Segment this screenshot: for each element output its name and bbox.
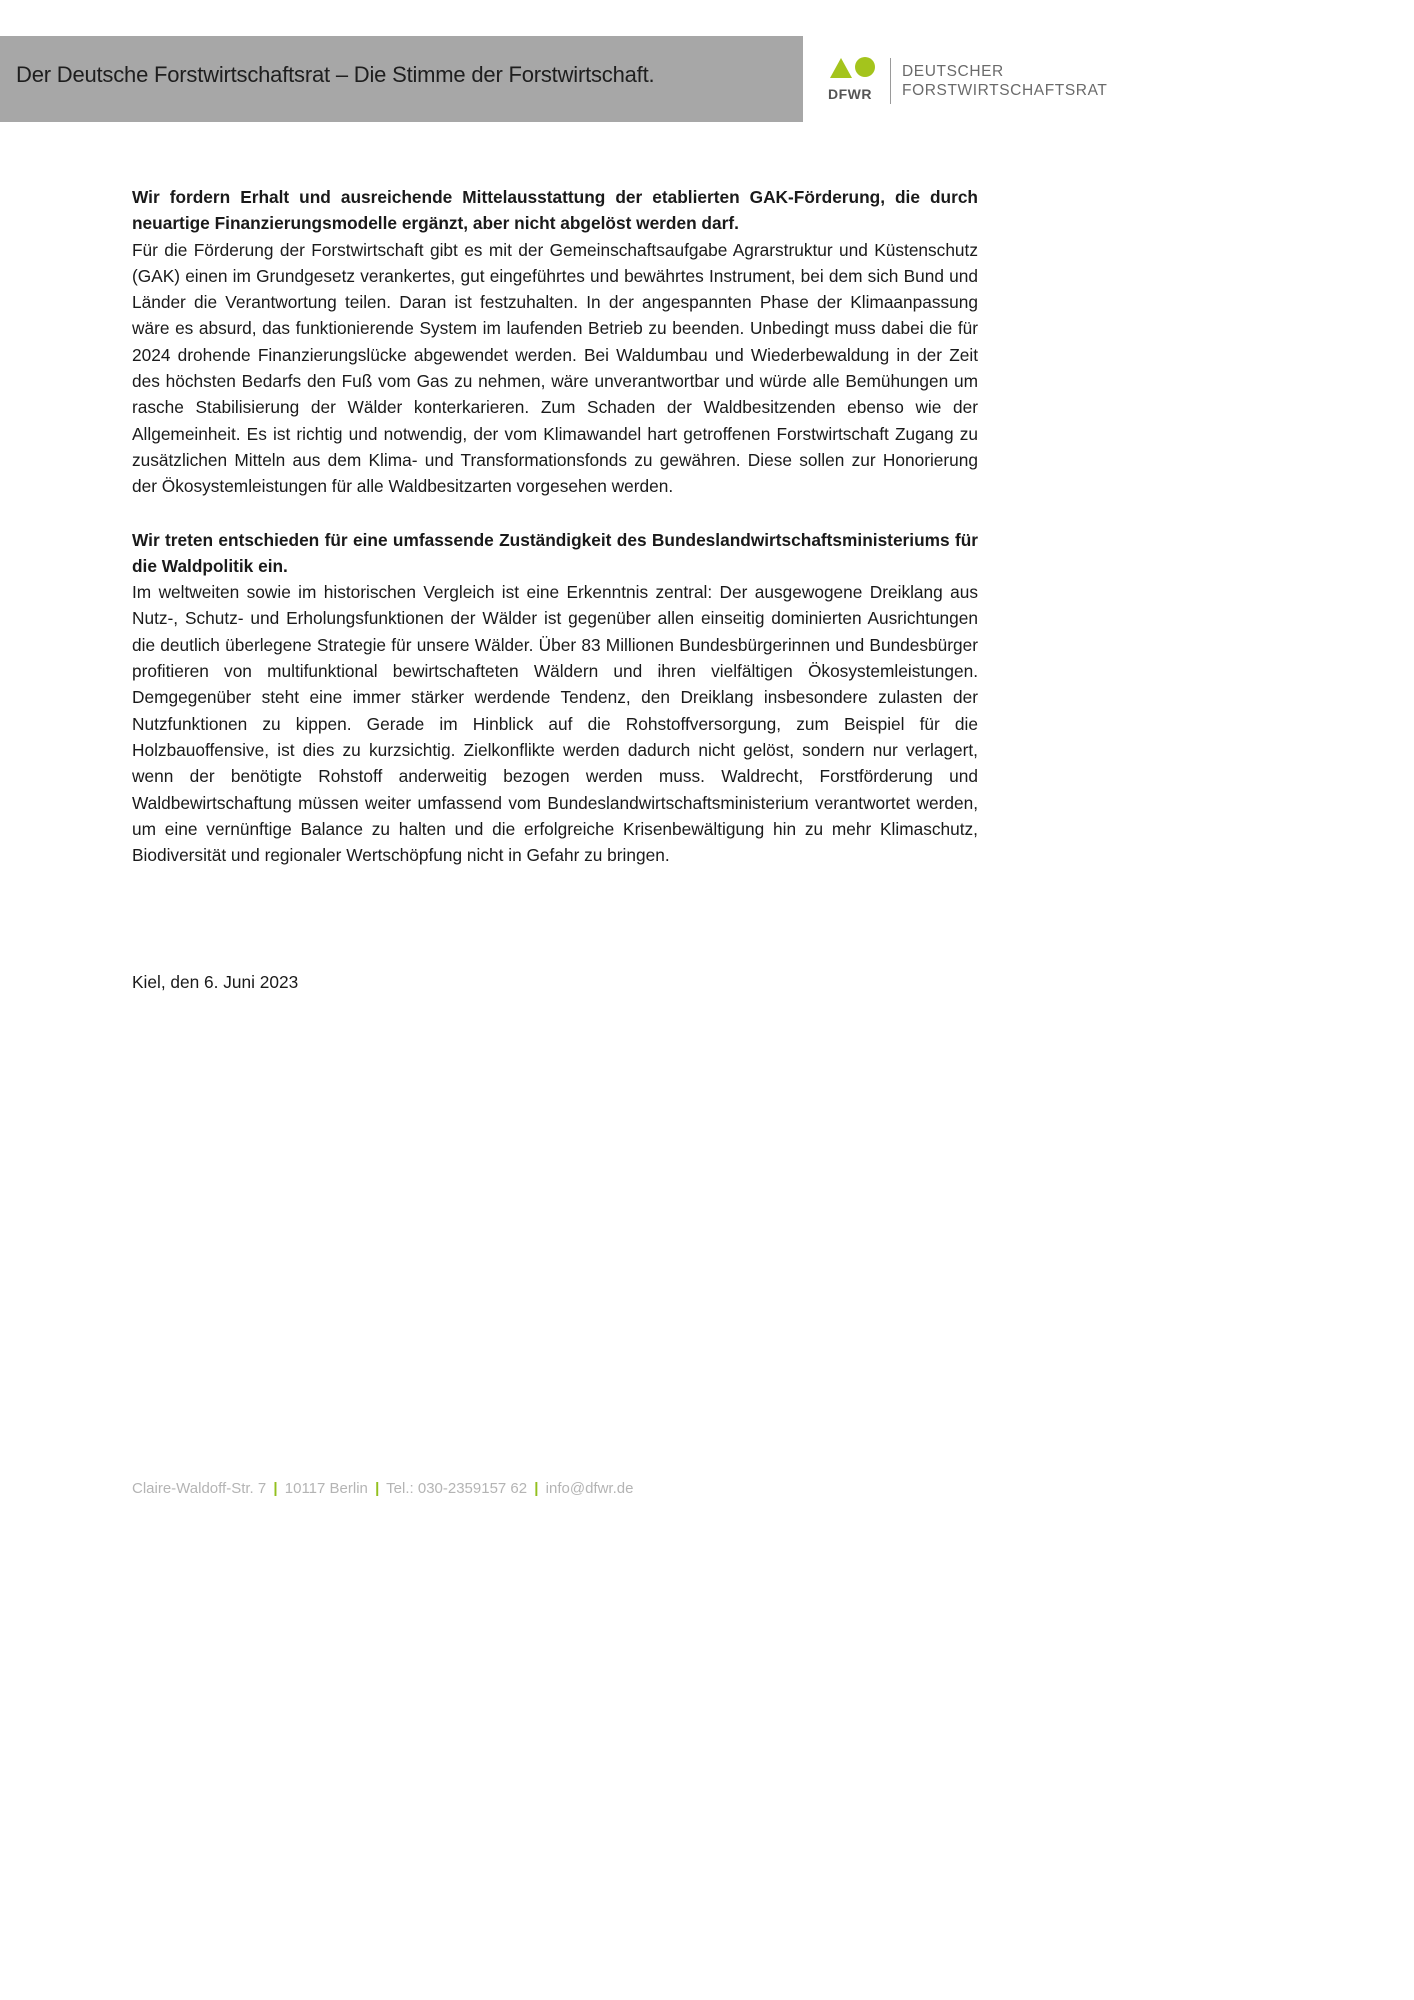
footer-separator: |	[534, 1480, 539, 1497]
footer-contact	[132, 1480, 633, 1497]
section-body: Für die Förderung der Forstwirtschaft gibt es mit der Gemeinschaftsaufgabe Agrarstruktur und Küstenschutz (GAK) einen im Grundgesetz verankertes, gut eingeführtes und bewährtes Instrument, bei dem sich Bund und Länder die Verantwortung teilen. Daran ist festzuhalten. In der angespannten Phase der Klimaanpassung wäre es absurd, das funktionierende System im laufenden Betrieb zu beenden. Unbedingt muss dabei die für 2024 drohende Finanzierungslücke abgewendet werden. Bei Waldumbau und Wiederbewaldung in der Zeit des höchsten Bedarfs den Fuß vom Gas zu nehmen, wäre unverantwortbar und würde alle Bemühungen um rasche Stabilisierung der Wälder konterkarieren. Zum Schaden der Waldbesitzenden ebenso wie der Allgemeinheit. Es ist richtig und notwendig, der vom Klimawandel hart getroffenen Forstwirtschaft Zugang zu zusätzlichen Mitteln aus dem Klima- und Transformationsfonds zu gewähren. Diese sollen zur Honorierung der Ökosystemleistungen für alle Waldbesitzarten vorgesehen werden.	[132, 239, 978, 497]
section-ministry-competence	[132, 527, 978, 869]
section-heading: Wir treten entschieden für eine umfassende Zuständigkeit des Bundeslandwirtschaftsministeriums für die Waldpolitik ein.	[132, 529, 978, 576]
footer-separator: |	[273, 1480, 278, 1497]
document-body	[132, 184, 978, 868]
dateline: Kiel, den 6. Juni 2023	[132, 972, 299, 992]
page-title: Der Deutsche Forstwirtschaftsrat – Die Stimme der Forstwirtschaft.	[16, 62, 655, 87]
logo-line-2: FORSTWIRTSCHAFTSRAT	[902, 82, 1108, 99]
footer-address: Claire-Waldoff-Str. 7	[132, 1480, 267, 1497]
logo-wordmark	[902, 62, 1107, 100]
section-gak-funding	[132, 184, 978, 500]
logo-line-1: DEUTSCHER	[902, 63, 1004, 80]
footer-separator: |	[375, 1480, 380, 1497]
section-body: Im weltweiten sowie im historischen Vergleich ist eine Erkenntnis zentral: Der ausgewogene Dreiklang aus Nutz-, Schutz- und Erholungsfunktionen der Wälder ist gegenüber allen einseitig dominierten Ausrichtungen die deutlich überlegene Strategie für unsere Wälder. Über 83 Millionen Bundesbürgerinnen und Bundesbürger profitieren von multifunktional bewirtschafteten Wäldern und ihren vielfältigen Ökosystemleistungen. Demgegenüber steht eine immer stärker werdende Tendenz, den Dreiklang insbesondere zulasten der Nutzfunktionen zu kippen. Gerade im Hinblick auf die Rohstoffversorgung, zum Beispiel für die Holzbauoffensive, ist dies zu kurzsichtig. Zielkonflikte werden dadurch nicht gelöst, sondern nur verlagert, wenn der benötigte Rohstoff anderweitig bezogen werden muss. Waldrecht, Forstförderung und Waldbewirtschaftung müssen weiter umfassend vom Bundeslandwirtschaftsministerium verantwortet werden, um eine vernünftige Balance zu halten und die erfolgreiche Krisenbewältigung hin zu mehr Klimaschutz, Biodiversität und regionaler Wertschöpfung nicht in Gefahr zu bringen.	[132, 582, 978, 866]
dfwr-logo	[826, 56, 1108, 106]
footer-city: 10117 Berlin	[284, 1480, 368, 1497]
logo-abbreviation: DFWR	[828, 86, 872, 102]
footer-email-link[interactable]: info@dfwr.de	[545, 1480, 634, 1497]
logo-divider	[890, 58, 891, 104]
section-heading: Wir fordern Erhalt und ausreichende Mittelausstattung der etablierten GAK-Förderung, die durch neuartige Finanzierungsmodelle ergänzt, aber nicht abgelöst werden darf.	[132, 187, 978, 234]
footer-phone: Tel.: 030-2359157 62	[386, 1480, 528, 1497]
